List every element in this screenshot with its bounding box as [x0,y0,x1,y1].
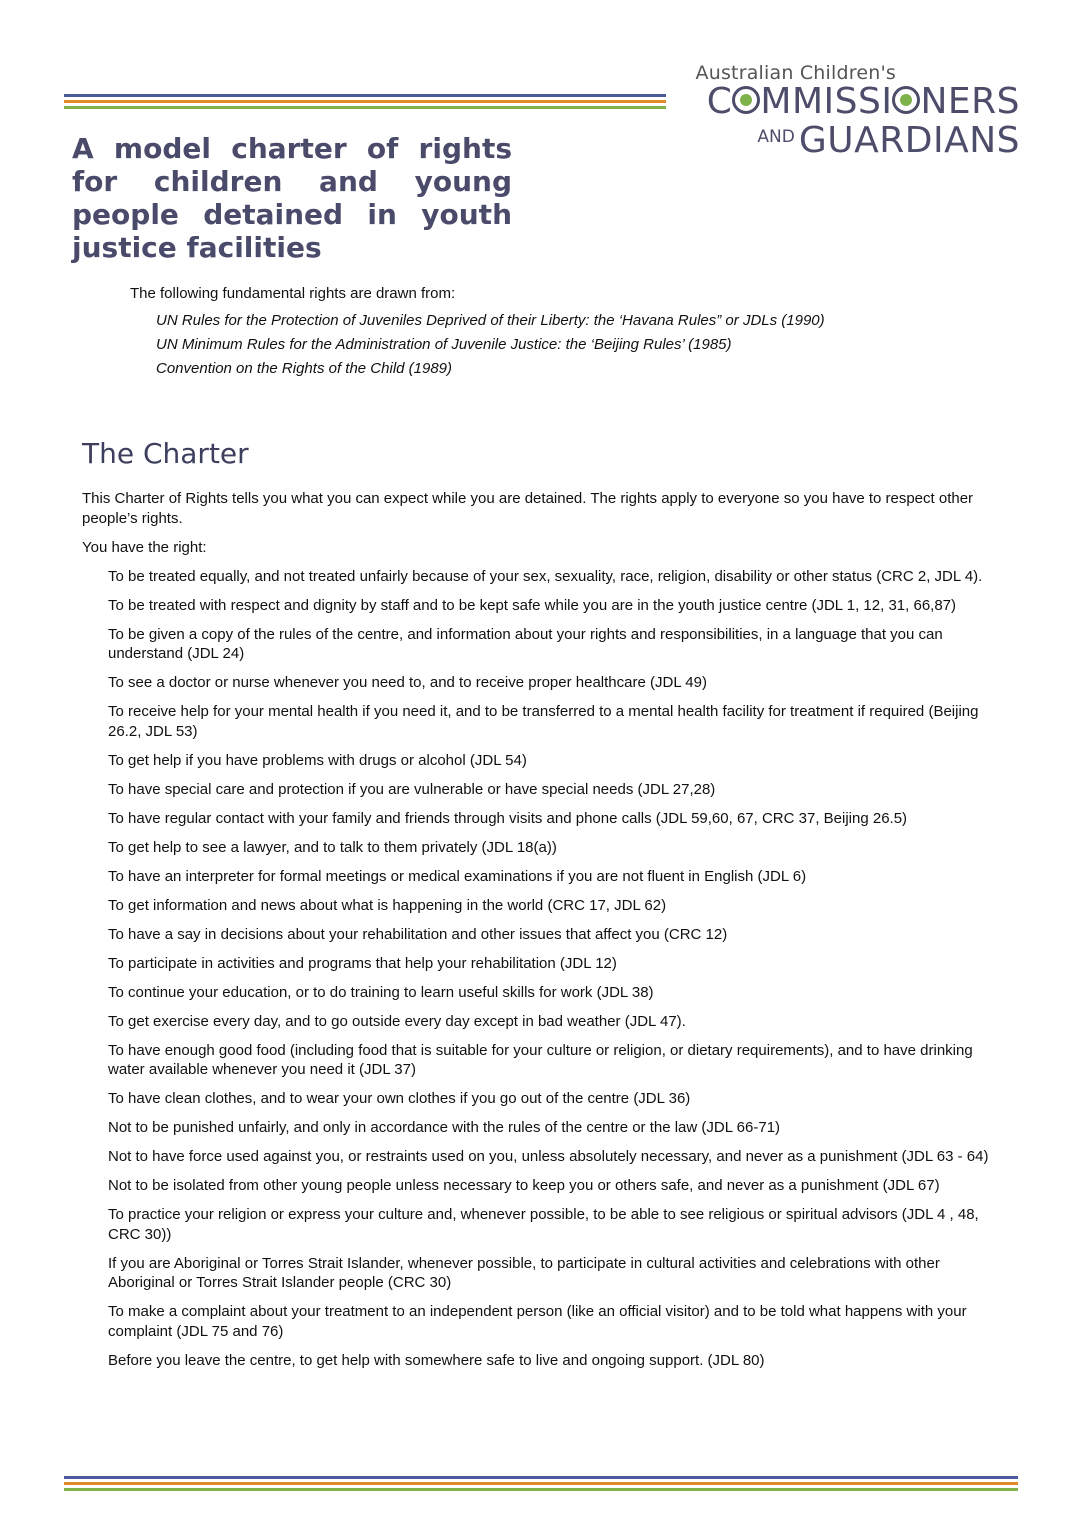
right-item: To get help to see a lawyer, and to talk to them privately (JDL 18(a)) [108,838,557,856]
right-item: To practice your religion or express your culture and, whenever possible, to be able to see religious or spiritual advisors (JDL 4 , 48, CRC 30)) [108,1206,979,1243]
logo-line-1: Australian Children's [695,62,896,84]
right-item: If you are Aboriginal or Torres Strait Islander, whenever possible, to participate in cultural activities and celebrations with other Aboriginal or Torres Strait Islander people (CRC 30) [108,1254,940,1291]
right-item: To continue your education, or to do training to learn useful skills for work (JDL 38) [108,983,654,1001]
logo-letter-c: C [706,81,733,122]
right-item: To be given a copy of the rules of the centre, and information about your rights and responsibilities, in a language that you can understand (JDL 24) [108,625,943,662]
right-item: To have clean clothes, and to wear your own clothes if you go out of the centre (JDL 36) [108,1090,691,1107]
right-item: To get information and news about what is happening in the world (CRC 17, JDL 62) [108,896,667,914]
logo-letters-mid: MMISSI [760,81,893,122]
right-item: Before you leave the centre, to get help with somewhere safe to live and ongoing support. (JDL 80) [108,1351,765,1369]
logo-and: AND [757,127,795,147]
rights-list [108,567,997,1371]
charter-body [82,489,997,1380]
right-item: To receive help for your mental health if you need it, and to be transferred to a mental health facility for treatment if required (Beijing 26.2, JDL 53) [108,703,979,740]
right-item: To be treated with respect and dignity by staff and to be kept safe while you are in the youth justice centre (JDL 1, 12, 31, 66,87) [108,596,957,614]
source-item: Convention on the Rights of the Child (1989) [156,360,453,377]
right-item: To have an interpreter for formal meetings or medical examinations if you are not fluent in English (JDL 6) [108,867,807,885]
right-item: To participate in activities and programs that help your rehabilitation (JDL 12) [108,954,617,972]
logo-line-2 [696,81,1021,122]
right-item: To see a doctor or nurse whenever you need to, and to receive proper healthcare (JDL 49) [108,674,707,691]
right-item: To have regular contact with your family and friends through visits and phone calls (JDL 59,60, 67, CRC 37, Beijing 26.5) [108,809,908,827]
charter-heading: The Charter [82,437,249,470]
right-item: To have special care and protection if you are vulnerable or have special needs (JDL 27,28) [108,780,716,798]
source-item: UN Rules for the Protection of Juveniles Deprived of their Liberty: the ‘Havana Rules” or JDLs (1990) [156,312,825,329]
source-item: UN Minimum Rules for the Administration of Juvenile Justice: the ‘Beijing Rules’ (1985) [156,336,732,353]
page-title: A model charter of rights for children and young people detained in youth justice facilities [72,132,512,264]
right-item: Not to have force used against you, or restraints used on you, unless absolutely necessary, and never as a punishment (JDL 63 - 64) [108,1148,989,1165]
stripe-blue [64,94,666,97]
right-item: To get help if you have problems with drugs or alcohol (JDL 54) [108,751,527,769]
right-item: Not to be isolated from other young people unless necessary to keep you or others safe, and never as a punishment (JDL 67) [108,1177,940,1194]
bottom-stripes [64,1476,1018,1494]
intro-lead: The following fundamental rights are drawn from: [130,285,456,302]
logo-line-3 [696,120,1021,161]
stripe-orange [64,1482,1018,1485]
logo-circle-icon [732,86,760,114]
right-item: To make a complaint about your treatment to an independent person (like an official visitor) and to be told what happens with your complaint (JDL 75 and 76) [108,1303,967,1340]
logo-letters-end: NERS [920,81,1020,122]
organisation-logo [695,62,1021,161]
right-item: To have a say in decisions about your rehabilitation and other issues that affect you (CRC 12) [108,925,728,943]
charter-lead: You have the right: [82,539,207,556]
stripe-green [64,1488,1018,1491]
right-item: To be treated equally, and not treated unfairly because of your sex, sexuality, race, religion, disability or other status (CRC 2, JDL 4). [108,567,983,585]
right-item: To have enough good food (including food that is suitable for your culture or religion, or dietary requirements), and to have drinking water available whenever you need it (JDL 37) [108,1041,973,1078]
right-item: Not to be punished unfairly, and only in accordance with the rules of the centre or the law (JDL 66-71) [108,1119,781,1136]
stripe-green [64,106,666,109]
intro-section [130,285,825,381]
logo-guardians: GUARDIANS [798,120,1020,161]
stripe-orange [64,100,666,103]
charter-intro: This Charter of Rights tells you what you can expect while you are detained. The rights apply to everyone so you have to respect other people’s rights. [82,490,974,527]
logo-circle-icon [892,86,920,114]
right-item: To get exercise every day, and to go outside every day except in bad weather (JDL 47). [108,1012,686,1030]
top-stripes [64,94,666,112]
stripe-blue [64,1476,1018,1479]
